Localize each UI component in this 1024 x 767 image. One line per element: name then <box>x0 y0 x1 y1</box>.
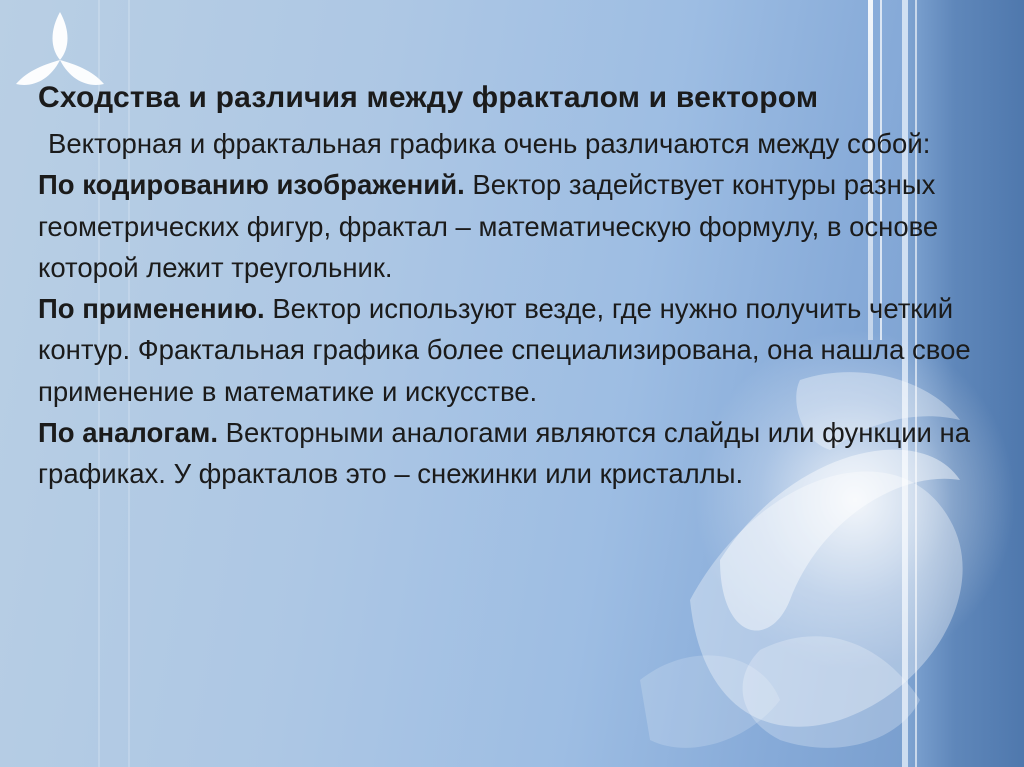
slide-title: Сходства и различия между фракталом и вектором <box>38 81 819 114</box>
section-text: Векторными аналогами являются слайды или функции на графиках. У фракталов это – снежинки или кристаллы. <box>38 417 971 490</box>
intro-text: Векторная и фрактальная графика очень различаются между собой: <box>48 128 931 159</box>
section-usage <box>38 288 988 412</box>
three-petal-flower-icon <box>16 12 104 85</box>
section-lead: По аналогам. <box>38 417 219 449</box>
section-lead: По кодированию изображений. <box>38 169 465 201</box>
section-encoding <box>38 164 988 288</box>
section-lead: По применению. <box>38 293 265 325</box>
slide-content <box>38 76 988 495</box>
section-text: Вектор используют везде, где нужно получить четкий контур. Фрактальная графика более специализирована, она нашла свое применение в математике и искусстве. <box>38 293 971 407</box>
section-text: Вектор задействует контуры разных геометрических фигур, фрактал – математическую формулу, в основе которой лежит треугольник. <box>38 169 939 283</box>
section-analogs <box>38 412 988 495</box>
